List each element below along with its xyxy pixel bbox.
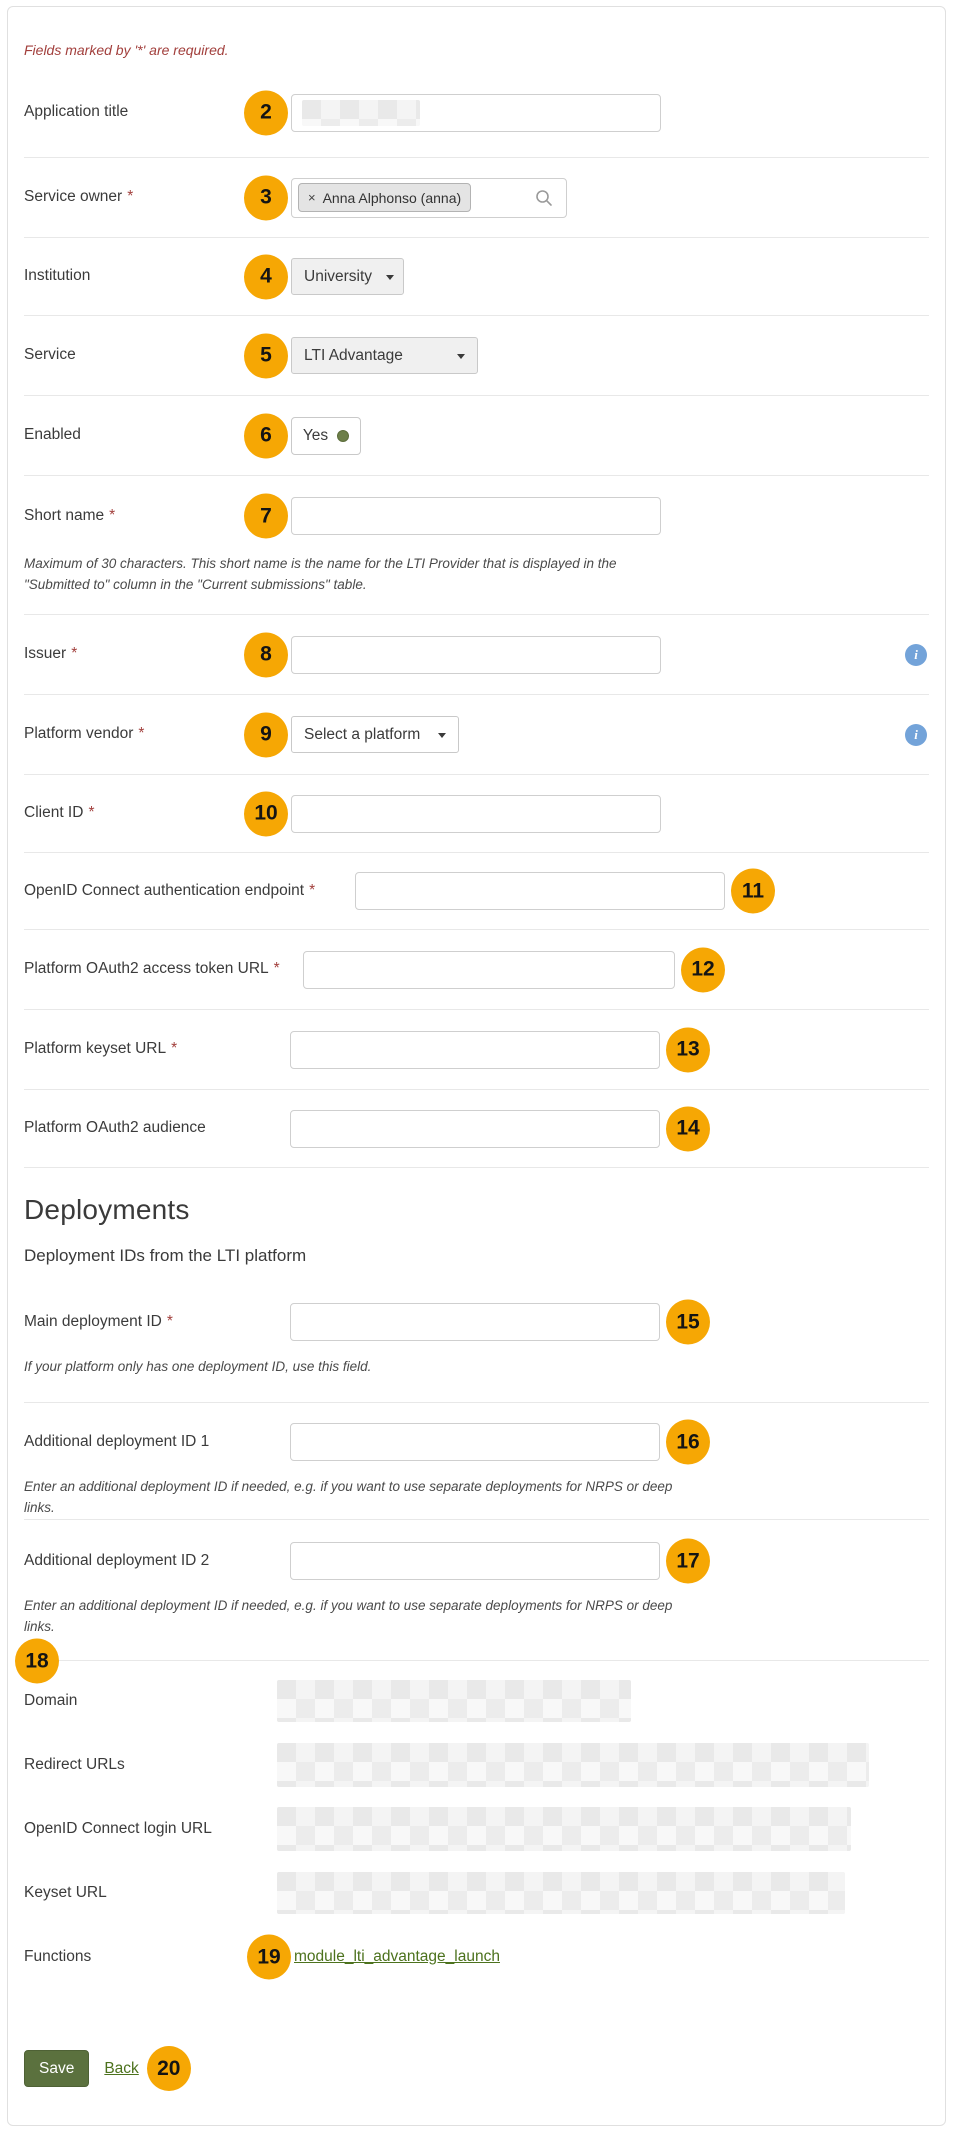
- oauth2-audience-label: Platform OAuth2 audience: [24, 1119, 206, 1137]
- annotation-badge-19: 19: [247, 1935, 291, 1980]
- additional-deployment-id-1-label: Additional deployment ID 1: [24, 1432, 210, 1450]
- service-owner-input[interactable]: [291, 178, 567, 218]
- info-icon[interactable]: i: [905, 644, 927, 666]
- main-deployment-id-label: Main deployment ID *: [24, 1312, 173, 1330]
- service-owner-tag-label: Anna Alphonso (anna): [322, 189, 462, 206]
- annotation-badge-2: 2: [244, 90, 288, 135]
- annotation-badge-9: 9: [244, 712, 288, 757]
- platform-vendor-select[interactable]: [291, 716, 459, 753]
- search-icon: [534, 188, 554, 208]
- domain-label: Domain: [24, 1692, 78, 1709]
- enabled-toggle-label: Yes: [302, 426, 329, 444]
- field-row-short-name: [24, 476, 929, 615]
- deployments-section-header: [24, 1168, 929, 1288]
- additional-deployment-id-1-input[interactable]: [290, 1423, 660, 1461]
- field-row-main-deployment-id: [24, 1288, 929, 1403]
- oidc-auth-endpoint-input[interactable]: [355, 872, 725, 910]
- field-row-oauth2-token-url: [24, 930, 929, 1010]
- remove-tag-icon[interactable]: ×: [308, 190, 316, 205]
- deployments-subheading: Deployment IDs from the LTI platform: [24, 1246, 307, 1265]
- field-row-service: [24, 316, 929, 396]
- chevron-down-icon: [457, 354, 465, 363]
- save-button[interactable]: Save: [24, 2050, 89, 2087]
- annotation-badge-16: 16: [666, 1420, 710, 1465]
- oidc-auth-endpoint-label: OpenID Connect authentication endpoint *: [24, 881, 316, 899]
- service-select[interactable]: [291, 337, 478, 374]
- oauth2-audience-input[interactable]: [290, 1110, 660, 1148]
- application-title-input[interactable]: [291, 94, 661, 132]
- additional-deployment-id-1-help-text: Enter an additional deployment ID if needed, e.g. if you want to use separate deployments for NRPS or deep links.: [24, 1479, 673, 1515]
- oidc-login-url-redacted-value: [277, 1807, 851, 1851]
- toggle-on-dot-icon: [337, 430, 349, 442]
- institution-selected-value: University: [304, 267, 373, 285]
- institution-select[interactable]: [291, 258, 404, 295]
- field-row-additional-deployment-id-1: [24, 1403, 929, 1520]
- redacted-value: [302, 100, 420, 126]
- field-row-service-owner: [24, 158, 929, 238]
- annotation-badge-13: 13: [666, 1027, 710, 1072]
- platform-vendor-selected-value: Select a platform: [304, 725, 421, 743]
- client-id-input[interactable]: [291, 795, 661, 833]
- annotation-badge-10: 10: [244, 791, 288, 836]
- oidc-login-url-label: OpenID Connect login URL: [24, 1820, 212, 1837]
- annotation-badge-3: 3: [244, 175, 288, 220]
- readonly-row-keyset-url: [24, 1861, 929, 1925]
- field-row-oauth2-audience: [24, 1090, 929, 1168]
- redirect-urls-label: Redirect URLs: [24, 1756, 125, 1773]
- short-name-help-text: Maximum of 30 characters. This short name is the name for the LTI Provider that is displayed in the "Submitted to" column in the "Current submissions" table.: [24, 556, 617, 592]
- readonly-values-section: [24, 1669, 929, 1989]
- annotation-badge-5: 5: [244, 333, 288, 378]
- service-owner-label: Service owner *: [24, 188, 134, 206]
- service-owner-tag[interactable]: [298, 183, 471, 212]
- annotation-badge-18: 18: [15, 1639, 59, 1684]
- readonly-row-functions: [24, 1925, 929, 1989]
- oauth2-token-url-input[interactable]: [303, 951, 675, 989]
- back-link[interactable]: Back: [104, 2059, 139, 2077]
- additional-deployment-id-2-input[interactable]: [290, 1542, 660, 1580]
- additional-deployment-id-2-help-text: Enter an additional deployment ID if needed, e.g. if you want to use separate deployments for NRPS or deep links.: [24, 1598, 673, 1634]
- keyset-url-label: Keyset URL: [24, 1884, 107, 1901]
- oauth2-token-url-label: Platform OAuth2 access token URL *: [24, 960, 280, 978]
- annotation-badge-11: 11: [731, 869, 775, 914]
- annotation-badge-17: 17: [666, 1539, 710, 1584]
- field-row-issuer: [24, 615, 929, 695]
- client-id-label: Client ID *: [24, 804, 95, 822]
- chevron-down-icon: [438, 733, 446, 742]
- issuer-input[interactable]: [291, 636, 661, 674]
- annotation-badge-6: 6: [244, 413, 288, 458]
- platform-vendor-label: Platform vendor *: [24, 725, 145, 743]
- keyset-url-redacted-value: [277, 1872, 845, 1914]
- institution-label: Institution: [24, 267, 91, 285]
- annotation-badge-8: 8: [244, 632, 288, 677]
- service-selected-value: LTI Advantage: [304, 346, 403, 364]
- readonly-row-oidc-login-url: [24, 1797, 929, 1861]
- annotation-badge-7: 7: [244, 494, 288, 539]
- field-row-enabled: [24, 396, 929, 476]
- field-row-institution: [24, 238, 929, 316]
- form-actions: [24, 2046, 929, 2091]
- issuer-label: Issuer *: [24, 645, 78, 663]
- field-row-oidc-auth-endpoint: [24, 853, 929, 930]
- functions-link[interactable]: module_lti_advantage_launch: [294, 1948, 500, 1965]
- platform-keyset-url-input[interactable]: [290, 1031, 660, 1069]
- additional-deployment-id-2-label: Additional deployment ID 2: [24, 1551, 210, 1569]
- main-deployment-id-input[interactable]: [290, 1303, 660, 1341]
- domain-redacted-value: [277, 1680, 631, 1722]
- field-row-client-id: [24, 775, 929, 853]
- annotation-badge-20: 20: [147, 2046, 191, 2091]
- deployments-heading: Deployments: [24, 1194, 190, 1225]
- annotation-badge-12: 12: [681, 947, 725, 992]
- field-row-application-title: [24, 68, 929, 158]
- enabled-label: Enabled: [24, 426, 81, 444]
- required-fields-notice: Fields marked by '*' are required.: [24, 42, 229, 58]
- annotation-badge-4: 4: [244, 254, 288, 299]
- platform-keyset-url-label: Platform keyset URL *: [24, 1040, 178, 1058]
- field-row-additional-deployment-id-2: [24, 1520, 929, 1634]
- main-deployment-id-help-text: If your platform only has one deployment ID, use this field.: [24, 1359, 372, 1374]
- info-icon[interactable]: i: [905, 724, 927, 746]
- readonly-section-divider: [24, 1649, 929, 1672]
- short-name-label: Short name *: [24, 506, 116, 524]
- application-title-label: Application title: [24, 103, 129, 121]
- lti-registration-form: [7, 6, 946, 2126]
- readonly-row-domain: [24, 1669, 929, 1733]
- annotation-badge-14: 14: [666, 1106, 710, 1151]
- redirect-urls-redacted-value: [277, 1743, 869, 1787]
- enabled-toggle[interactable]: [291, 417, 361, 455]
- annotation-badge-15: 15: [666, 1300, 710, 1345]
- chevron-down-icon: [386, 275, 394, 284]
- field-row-platform-vendor: [24, 695, 929, 775]
- readonly-row-redirect-urls: [24, 1733, 929, 1797]
- functions-label: Functions: [24, 1948, 92, 1965]
- short-name-input[interactable]: [291, 497, 661, 535]
- field-row-platform-keyset-url: [24, 1010, 929, 1090]
- service-label: Service: [24, 346, 76, 364]
